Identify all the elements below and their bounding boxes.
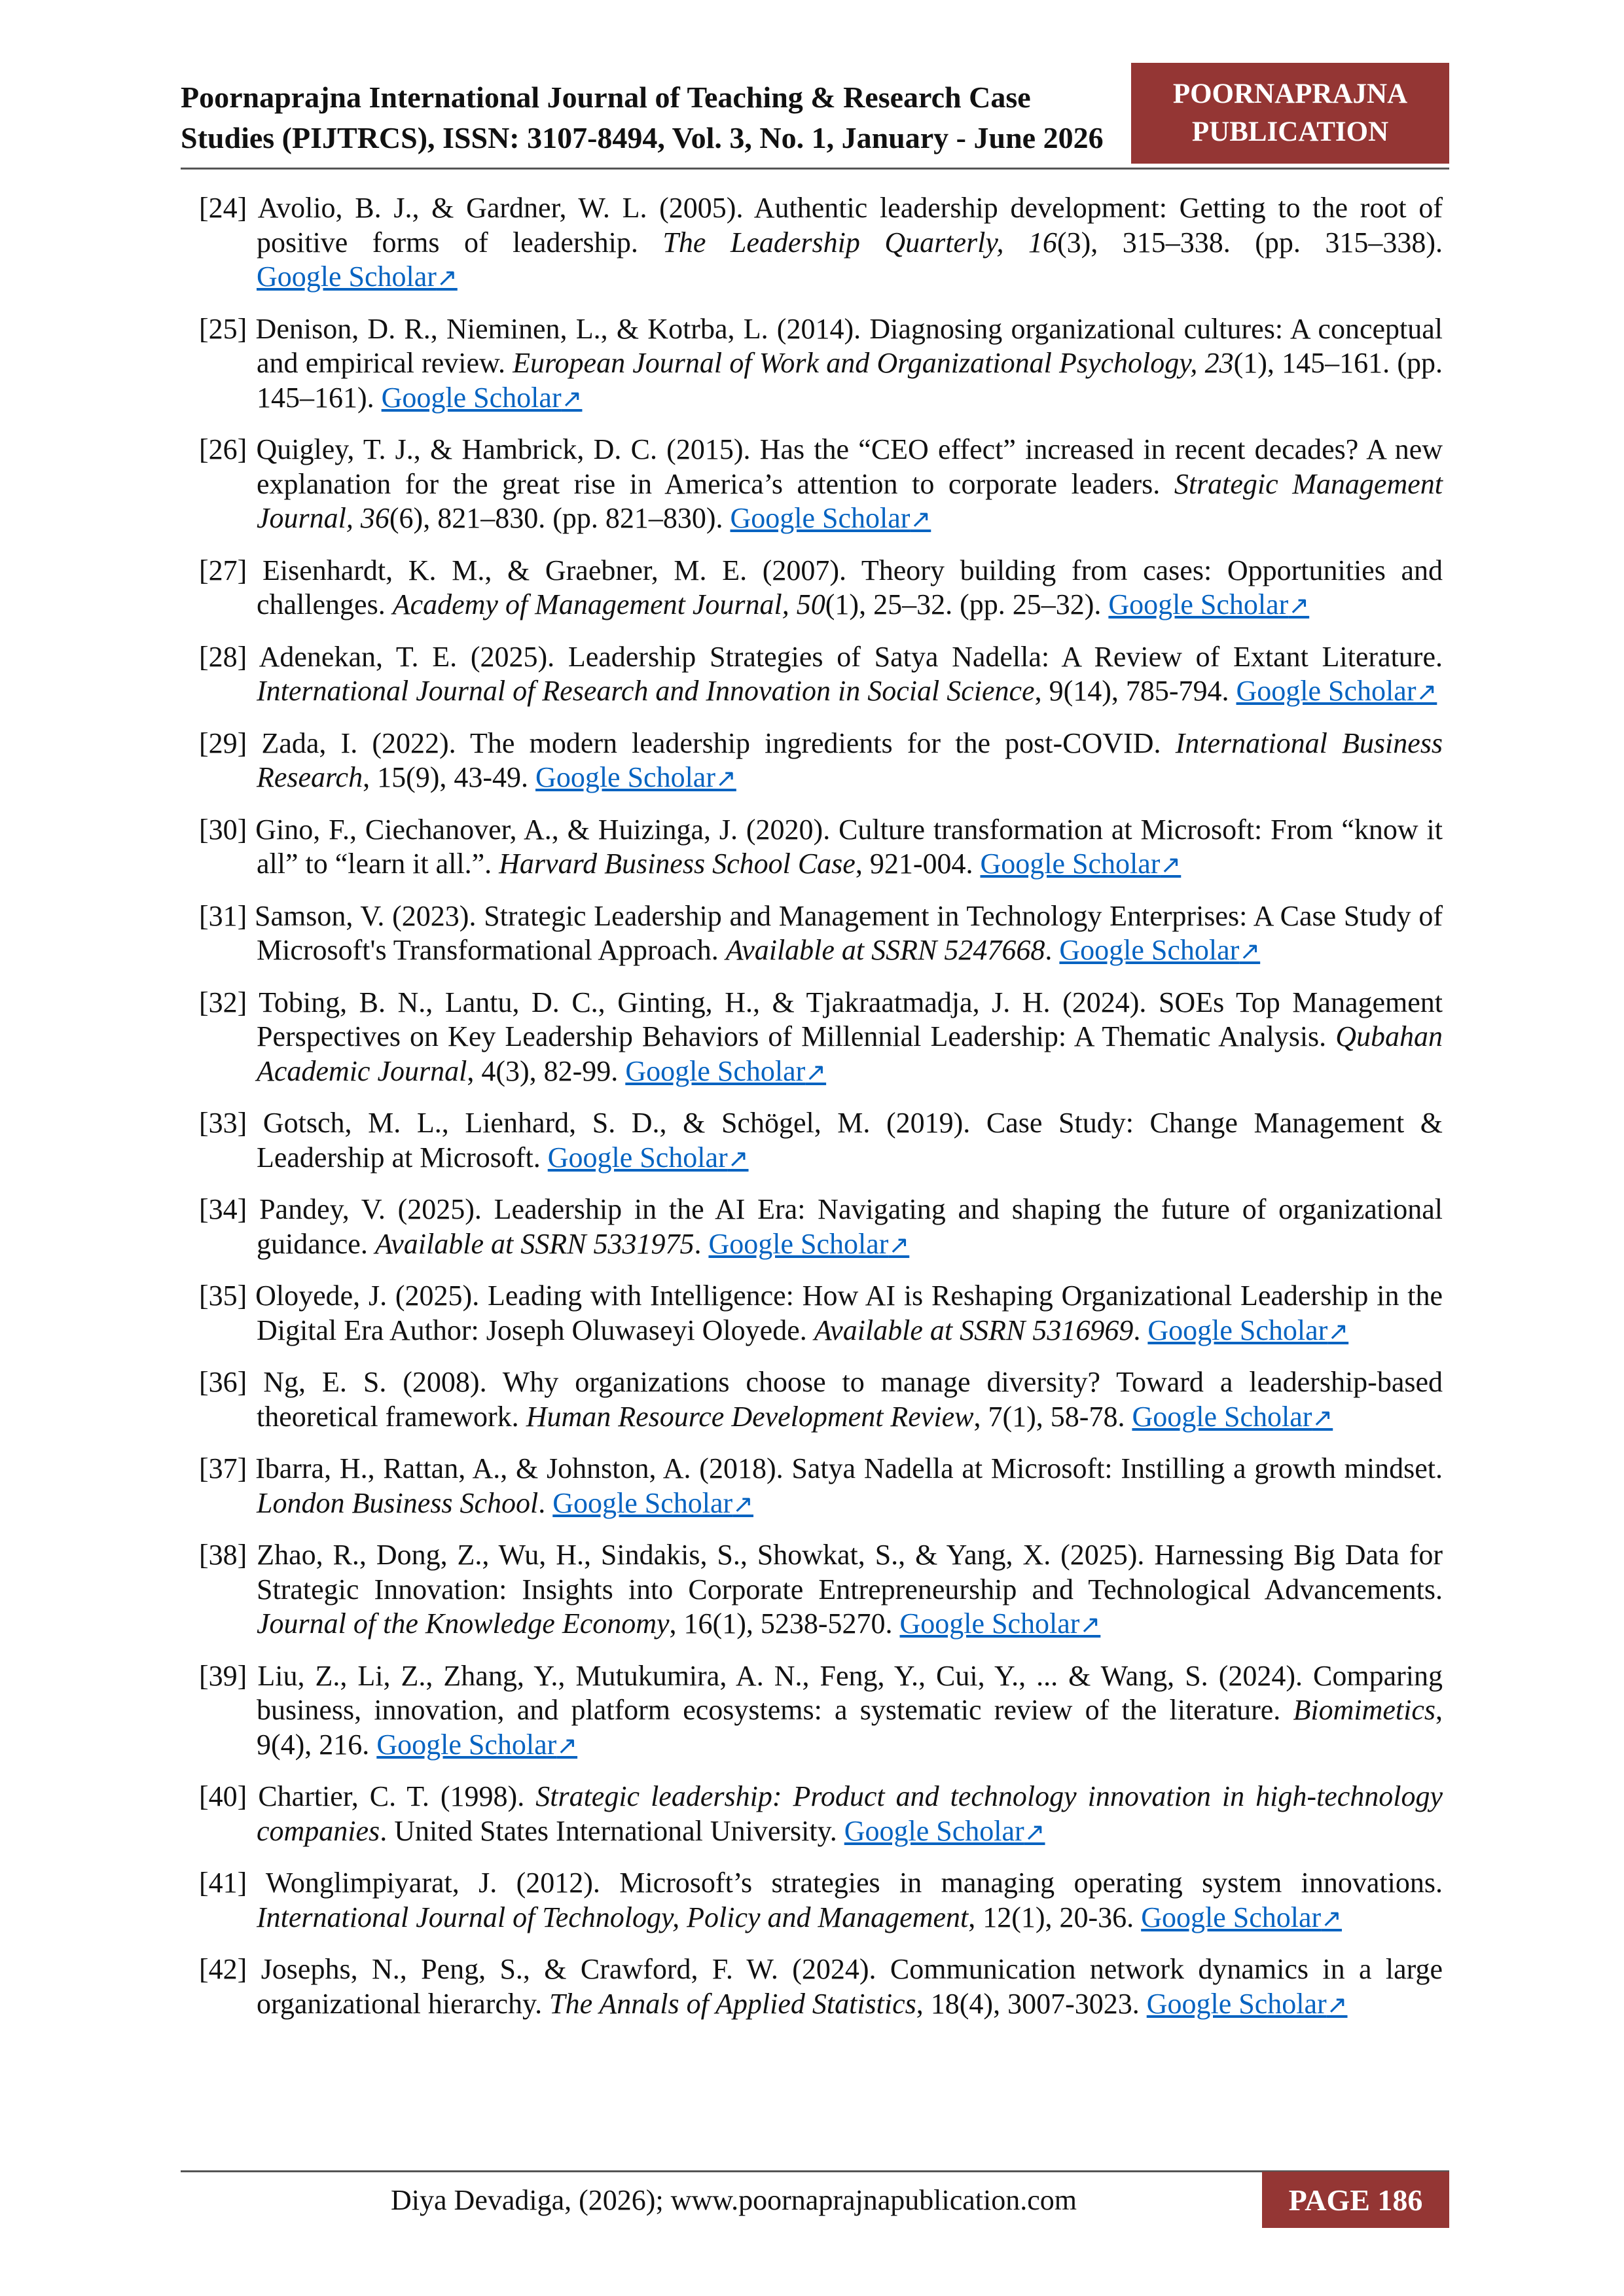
google-scholar-link[interactable] bbox=[1132, 1401, 1333, 1433]
google-scholar-link-label: Google Scholar bbox=[980, 848, 1161, 880]
reference-entry bbox=[199, 1193, 1443, 1262]
google-scholar-link-label: Google Scholar bbox=[376, 1728, 557, 1761]
google-scholar-link-label: Google Scholar bbox=[844, 1814, 1024, 1847]
reference-entry bbox=[199, 640, 1443, 709]
reference-entry bbox=[199, 312, 1443, 416]
reference-text: Wonglimpiyarat, J. (2012). Microsoft’s strategies in managing operating system innovations. bbox=[265, 1867, 1443, 1899]
reference-text: Quigley, T. J., & Hambrick, D. C. (2015). Has the “CEO effect” increased in recent decades? A new explanation for the great rise in America’s attention to corporate leaders. bbox=[256, 433, 1443, 500]
reference-text: Josephs, N., Peng, S., & Crawford, F. W. (2024). Communication network dynamics in a large organizational hierarchy. bbox=[257, 1953, 1443, 2020]
publisher-badge bbox=[1131, 63, 1449, 164]
external-link-icon: ↗ bbox=[732, 1489, 754, 1518]
reference-entry bbox=[199, 813, 1443, 882]
reference-details: , 18(4), 3007-3023. bbox=[916, 1987, 1147, 2020]
google-scholar-link[interactable] bbox=[731, 502, 931, 534]
reference-source: The Annals of Applied Statistics bbox=[549, 1987, 916, 2020]
google-scholar-link[interactable] bbox=[1108, 588, 1309, 620]
google-scholar-link-label: Google Scholar bbox=[257, 260, 437, 293]
google-scholar-link[interactable] bbox=[1147, 1988, 1348, 2020]
reference-source: Qubahan Academic Journal bbox=[257, 1020, 1443, 1087]
reference-source: Biomimetics bbox=[1293, 1694, 1435, 1726]
google-scholar-link-label: Google Scholar bbox=[1132, 1400, 1312, 1433]
google-scholar-link[interactable] bbox=[844, 1815, 1045, 1847]
reference-text: Ibarra, H., Rattan, A., & Johnston, A. (2018). Satya Nadella at Microsoft: Instilling a growth mindset. bbox=[255, 1452, 1443, 1484]
reference-number: [28] bbox=[199, 640, 247, 673]
external-link-icon: ↗ bbox=[1326, 1990, 1348, 2019]
google-scholar-link[interactable] bbox=[552, 1487, 753, 1519]
google-scholar-link-label: Google Scholar bbox=[625, 1054, 806, 1087]
reference-entry bbox=[199, 1780, 1443, 1849]
external-link-icon: ↗ bbox=[1239, 937, 1261, 965]
google-scholar-link-label: Google Scholar bbox=[1059, 934, 1240, 966]
reference-number: [30] bbox=[199, 813, 247, 846]
reference-number: [29] bbox=[199, 726, 247, 759]
reference-entry bbox=[199, 1538, 1443, 1642]
google-scholar-link-label: Google Scholar bbox=[1108, 588, 1289, 620]
external-link-icon: ↗ bbox=[1024, 1817, 1045, 1846]
reference-entry bbox=[199, 1952, 1443, 2022]
google-scholar-link[interactable] bbox=[1236, 675, 1437, 707]
reference-details: (3), 315–338. (pp. 315–338). bbox=[1056, 226, 1443, 259]
reference-number: [27] bbox=[199, 554, 247, 586]
reference-number: [25] bbox=[199, 312, 247, 345]
reference-source: The Leadership Quarterly, 16 bbox=[662, 226, 1057, 259]
reference-entry bbox=[199, 1659, 1443, 1763]
reference-source: Human Resource Development Review bbox=[526, 1400, 974, 1433]
external-link-icon: ↗ bbox=[436, 263, 458, 292]
footer-author-website: Diya Devadiga, (2026); www.poornaprajnapublication.com bbox=[391, 2184, 1077, 2216]
reference-entry bbox=[199, 986, 1443, 1090]
reference-source: International Journal of Technology, Policy and Management bbox=[257, 1901, 969, 1933]
reference-details: . bbox=[538, 1486, 553, 1519]
reference-number: [38] bbox=[199, 1539, 247, 1571]
google-scholar-link-label: Google Scholar bbox=[1236, 675, 1416, 707]
reference-source: Available at SSRN 5316969 bbox=[814, 1314, 1134, 1346]
reference-source: Available at SSRN 5331975 bbox=[374, 1227, 695, 1260]
google-scholar-link[interactable] bbox=[535, 761, 736, 793]
reference-text: Eisenhardt, K. M., & Graebner, M. E. (2007). Theory building from cases: Opportunities and challenges. bbox=[257, 554, 1443, 620]
reference-details: (1), 145–161. (pp. 145–161). bbox=[257, 347, 1443, 414]
reference-entry bbox=[199, 1866, 1443, 1935]
reference-number: [37] bbox=[199, 1452, 247, 1484]
reference-entry bbox=[199, 191, 1443, 295]
google-scholar-link[interactable] bbox=[382, 382, 583, 414]
external-link-icon: ↗ bbox=[1288, 591, 1310, 620]
page-number-badge: PAGE 186 bbox=[1262, 2172, 1449, 2228]
reference-source: London Business School bbox=[257, 1486, 539, 1519]
header-title-line-1: Poornaprajna International Journal of Teaching & Research Case bbox=[181, 81, 1031, 114]
reference-details: . United States International University. bbox=[380, 1814, 844, 1847]
reference-text: Samson, V. (2023). Strategic Leadership and Management in Technology Enterprises: A Case Study of Microsoft's Transformational Approach. bbox=[255, 899, 1443, 966]
external-link-icon: ↗ bbox=[910, 505, 931, 533]
reference-entry bbox=[199, 554, 1443, 623]
reference-text: Liu, Z., Li, Z., Zhang, Y., Mutukumira, A. N., Feng, Y., Cui, Y., ... & Wang, S. (2024). Comparing business, innovation, and platform ecosystems: a systematic review of the literature. bbox=[257, 1659, 1443, 1726]
reference-source: Journal of the Knowledge Economy bbox=[257, 1607, 670, 1640]
reference-number: [40] bbox=[199, 1780, 247, 1812]
reference-number: [35] bbox=[199, 1280, 247, 1312]
google-scholar-link-label: Google Scholar bbox=[1141, 1901, 1322, 1933]
reference-source: Academy of Management Journal, 50 bbox=[392, 588, 825, 620]
reference-details: . bbox=[1045, 934, 1060, 966]
reference-details: , 16(1), 5238-5270. bbox=[669, 1607, 900, 1640]
reference-entry bbox=[199, 1106, 1443, 1175]
reference-details: (1), 25–32. (pp. 25–32). bbox=[825, 588, 1109, 620]
google-scholar-link[interactable] bbox=[708, 1228, 909, 1260]
external-link-icon: ↗ bbox=[1327, 1316, 1349, 1346]
reference-entry bbox=[199, 899, 1443, 969]
reference-text: Zada, I. (2022). The modern leadership ingredients for the post-COVID. bbox=[261, 726, 1176, 759]
google-scholar-link-label: Google Scholar bbox=[535, 761, 715, 793]
reference-text: Ng, E. S. (2008). Why organizations choose to manage diversity? Toward a leadership-based theoretical framework. bbox=[257, 1366, 1443, 1433]
google-scholar-link-label: Google Scholar bbox=[1147, 1314, 1328, 1346]
reference-source: Harvard Business School Case bbox=[499, 848, 856, 880]
reference-number: [31] bbox=[199, 899, 247, 932]
external-link-icon: ↗ bbox=[556, 1731, 578, 1760]
reference-entry bbox=[199, 1279, 1443, 1348]
external-link-icon: ↗ bbox=[727, 1143, 749, 1173]
reference-text: Gino, F., Ciechanover, A., & Huizinga, J. (2020). Culture transformation at Microsoft: From “know it all” to “learn it all.”. bbox=[255, 813, 1443, 880]
google-scholar-link[interactable] bbox=[376, 1729, 577, 1761]
reference-entry bbox=[199, 1452, 1443, 1521]
reference-source: International Business Research bbox=[257, 726, 1443, 793]
google-scholar-link[interactable] bbox=[900, 1607, 1101, 1640]
google-scholar-link-label: Google Scholar bbox=[899, 1607, 1080, 1640]
reference-number: [26] bbox=[199, 433, 247, 465]
reference-entry bbox=[199, 433, 1443, 537]
google-scholar-link[interactable] bbox=[1141, 1901, 1342, 1933]
google-scholar-link[interactable] bbox=[1147, 1314, 1348, 1346]
reference-text: Tobing, B. N., Lantu, D. C., Ginting, H., & Tjakraatmadja, J. H. (2024). SOEs Top Management Perspectives on Key Leadership Behaviors of Millennial Leadership: A Thematic Analysis. bbox=[257, 986, 1443, 1052]
header-divider bbox=[181, 168, 1449, 170]
reference-details: . bbox=[1133, 1314, 1148, 1346]
reference-text: Oloyede, J. (2025). Leading with Intelligence: How AI is Reshaping Organizational Leadership in the Digital Era Author: Joseph Oluwaseyi Oloyede. bbox=[255, 1280, 1443, 1346]
reference-details: , 12(1), 20-36. bbox=[968, 1901, 1142, 1933]
reference-number: [41] bbox=[199, 1867, 247, 1899]
google-scholar-link[interactable] bbox=[548, 1141, 749, 1174]
footer-divider bbox=[181, 2170, 1449, 2172]
reference-text: Pandey, V. (2025). Leadership in the AI Era: Navigating and shaping the future of organizational guidance. bbox=[257, 1193, 1443, 1260]
reference-details: , 15(9), 43-49. bbox=[363, 761, 536, 793]
reference-details: , 921-004. bbox=[855, 848, 981, 880]
reference-text: Adenekan, T. E. (2025). Leadership Strategies of Satya Nadella: A Review of Extant Literature. bbox=[259, 640, 1443, 673]
google-scholar-link[interactable] bbox=[257, 260, 458, 293]
reference-text: Chartier, C. T. (1998). bbox=[258, 1780, 536, 1812]
google-scholar-link-label: Google Scholar bbox=[547, 1141, 728, 1174]
google-scholar-link[interactable] bbox=[980, 848, 1181, 880]
reference-text: Denison, D. R., Nieminen, L., & Kotrba, L. (2014). Diagnosing organizational cultures: A conceptual and empirical review. bbox=[255, 312, 1443, 379]
reference-number: [34] bbox=[199, 1193, 247, 1225]
reference-source: Strategic Management Journal, 36 bbox=[257, 467, 1443, 534]
journal-header-title bbox=[181, 77, 1136, 158]
reference-details: , 4(3), 82-99. bbox=[467, 1054, 626, 1087]
reference-details: , 9(14), 785-794. bbox=[1034, 675, 1236, 707]
google-scholar-link-label: Google Scholar bbox=[730, 502, 911, 534]
publisher-badge-line-1: POORNAPRAJNA bbox=[1172, 79, 1408, 109]
external-link-icon: ↗ bbox=[888, 1230, 910, 1259]
reference-source: Available at SSRN 5247668 bbox=[725, 934, 1045, 966]
google-scholar-link[interactable] bbox=[1059, 934, 1260, 966]
reference-number: [42] bbox=[199, 1953, 247, 1985]
external-link-icon: ↗ bbox=[1079, 1610, 1101, 1639]
reference-text: Zhao, R., Dong, Z., Wu, H., Sindakis, S., Showkat, S., & Yang, X. (2025). Harnessing Big Data for Strategic Innovation: Insights into Corporate Entrepreneurship and Technological Advancements. bbox=[257, 1539, 1443, 1605]
reference-number: [24] bbox=[199, 192, 247, 224]
reference-entry bbox=[199, 1365, 1443, 1435]
header-title-line-2: Studies (PIJTRCS), ISSN: 3107-8494, Vol. 3, No. 1, January - June 2026 bbox=[181, 121, 1104, 154]
reference-number: [36] bbox=[199, 1366, 247, 1398]
external-link-icon: ↗ bbox=[1416, 677, 1437, 706]
reference-details: (6), 821–830. (pp. 821–830). bbox=[389, 502, 731, 534]
reference-number: [33] bbox=[199, 1107, 247, 1139]
reference-text: Gotsch, M. L., Lienhard, S. D., & Schögel, M. (2019). Case Study: Change Management & Leadership at Microsoft. bbox=[257, 1107, 1443, 1174]
reference-details: , 7(1), 58-78. bbox=[973, 1400, 1132, 1433]
reference-details: , 9(4), 216. bbox=[257, 1694, 1443, 1761]
reference-source: Strategic leadership: Product and technology innovation in high-technology companies bbox=[257, 1780, 1443, 1847]
google-scholar-link-label: Google Scholar bbox=[1146, 1987, 1327, 2020]
external-link-icon: ↗ bbox=[561, 384, 583, 413]
reference-entry bbox=[199, 726, 1443, 796]
external-link-icon: ↗ bbox=[1312, 1403, 1333, 1432]
reference-details: . bbox=[694, 1227, 709, 1260]
google-scholar-link-label: Google Scholar bbox=[552, 1486, 733, 1519]
external-link-icon: ↗ bbox=[1160, 850, 1182, 879]
google-scholar-link-label: Google Scholar bbox=[381, 381, 562, 414]
google-scholar-link[interactable] bbox=[625, 1055, 826, 1087]
reference-source: International Journal of Research and Innovation in Social Science bbox=[257, 675, 1035, 707]
reference-text: Avolio, B. J., & Gardner, W. L. (2005). Authentic leadership development: Getting to the root of positive forms of leadership. bbox=[257, 192, 1443, 259]
reference-list bbox=[199, 191, 1443, 2039]
external-link-icon: ↗ bbox=[715, 764, 736, 793]
reference-number: [39] bbox=[199, 1659, 247, 1692]
external-link-icon: ↗ bbox=[1321, 1903, 1342, 1933]
reference-number: [32] bbox=[199, 986, 247, 1018]
publisher-badge-line-2: PUBLICATION bbox=[1191, 117, 1389, 147]
external-link-icon: ↗ bbox=[805, 1057, 827, 1086]
google-scholar-link-label: Google Scholar bbox=[708, 1227, 889, 1260]
reference-source: European Journal of Work and Organizational Psychology, 23 bbox=[513, 347, 1234, 379]
